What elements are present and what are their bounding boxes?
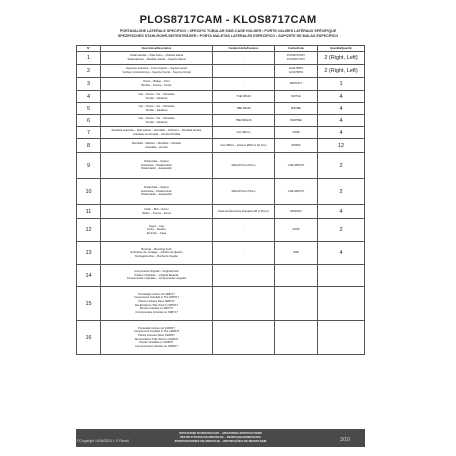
row-quantity — [318, 321, 365, 355]
row-quantity — [318, 265, 365, 287]
row-number: 5 — [77, 103, 101, 115]
row-number: 1 — [77, 52, 101, 65]
description-line: Tappo – Cap — [148, 224, 165, 228]
footer-banner — [76, 429, 365, 447]
description-line: Components Included In The SR8717 — [134, 296, 179, 300]
row-code — [275, 219, 318, 242]
table-row — [77, 219, 365, 242]
row-quantity: 2 — [318, 179, 365, 205]
page-number: 3/10 — [340, 437, 350, 443]
description-line: Vite – Screw – Vis – Schraube — [138, 116, 175, 120]
code-line: 8DADIFN — [290, 209, 302, 213]
copyright-text: ©Copyright 10/04/2024 L.P. Recoil — [77, 439, 129, 443]
code-line: 1303P — [292, 228, 300, 232]
description-line: Arandela seccionada – Arruela Dividida — [133, 132, 180, 136]
row-number: 13 — [77, 242, 101, 265]
description-line: Portavaligi incluso nel SR8717 — [138, 292, 175, 296]
row-quantity: 4 — [318, 205, 365, 219]
row-number: 15 — [77, 287, 101, 321]
row-code — [275, 139, 318, 153]
table-row — [77, 242, 365, 265]
page-subtitle-1: PORTAVALIGIE LATERALE SPECIFICO • SPECIFIC TUBULAR SIDE-CASE HOLDER • PORTE-VALISES LATÉRAUX SPÉCIFIQUE — [119, 29, 337, 33]
description-line: Telaio laterale – Side frame – Châssis latéral — [129, 54, 184, 58]
row-number: 14 — [77, 265, 101, 287]
code-line: 820820 — [291, 143, 301, 147]
row-number: 6 — [77, 115, 101, 127]
table-row — [77, 153, 365, 179]
row-description — [101, 153, 213, 179]
description-line: Piezas incluidas en SR8717 — [139, 307, 174, 311]
description-line: Tornillo – Parafuso — [145, 120, 168, 124]
row-features: TBEI M8x25 — [213, 103, 275, 115]
table-row — [77, 287, 365, 321]
description-line: Pièces Incluses Dans 1306KIT — [138, 333, 175, 337]
description-line: Distanziale – Spacer — [144, 186, 169, 190]
row-description — [101, 127, 213, 139]
row-quantity: 12 — [318, 139, 365, 153]
code-line: 820TCE — [291, 94, 301, 98]
row-number: 3 — [77, 78, 101, 91]
footer-line-2: INSTRUCTIONS DE MONTAGE – MONTAGEANWEISUNG — [180, 435, 261, 439]
description-line: Vite – Screw – Vis – Schraube — [138, 92, 175, 96]
description-line: Enchufe – Capa — [146, 231, 167, 235]
row-features: TCEI M8x20 — [213, 91, 275, 103]
code-line: PLOS8717SXV — [287, 58, 305, 61]
row-number: 7 — [77, 127, 101, 139]
description-line: Piezas incluidas en 1306KIT — [139, 341, 174, 345]
row-number: 4 — [77, 91, 101, 103]
row-code — [275, 179, 318, 205]
description-line: Tornillo – Parafuso — [145, 108, 168, 112]
row-code — [275, 242, 318, 265]
parts-table-body — [77, 52, 365, 355]
row-code — [275, 153, 318, 179]
description-line: Distanziale – Spacer — [144, 160, 169, 164]
row-features: TBEI M8x100 — [213, 115, 275, 127]
row-features: - — [213, 65, 275, 78]
code-line: 340P — [292, 251, 300, 255]
row-code — [275, 91, 318, 103]
row-features: - — [213, 242, 275, 265]
row-number: 2 — [77, 65, 101, 78]
description-line: Rondella spaccata – Split washer – Rondelle – Schnorre – Rondelle fendue — [111, 128, 202, 132]
description-line: Distanciador – Espaçador — [141, 167, 172, 171]
page-title: PLOS8717CAM - KLOS8717CAM — [139, 14, 317, 26]
description-line: Entretoise de montage – Cilindro de fijación — [130, 251, 183, 255]
description-line: Vite – Screw – Vis – Schraube — [138, 104, 175, 108]
row-quantity: 2 (Right, Left) — [318, 52, 365, 65]
table-row — [77, 139, 365, 153]
footer-line-1: ISTRUZIONI DI MONTAGGIO – MOUNTING INSTRUCTIONS — [178, 431, 263, 435]
row-description — [101, 321, 213, 355]
row-quantity: 4 — [318, 242, 365, 265]
row-code — [275, 127, 318, 139]
table-row — [77, 78, 365, 91]
code-line: C18LI18F8,5T — [287, 163, 305, 167]
row-description — [101, 287, 213, 321]
description-line: Componentes incluídos no 1306KIT — [135, 344, 178, 348]
code-line: SR8716TV — [289, 82, 303, 86]
description-line: Pièces Incluses Dans SR8717 — [138, 299, 175, 303]
row-number: 16 — [77, 321, 101, 355]
row-number: 11 — [77, 205, 101, 219]
code-line: 21668 — [292, 130, 300, 134]
header-description: Descrizione/Description — [101, 46, 213, 52]
row-number: 8 — [77, 139, 101, 153]
parts-table — [76, 45, 365, 355]
description-line: Componentes originales – Componentes originais — [126, 277, 187, 281]
row-description — [101, 242, 213, 265]
row-features — [213, 287, 275, 321]
table-row — [77, 91, 365, 103]
description-line: Ponte – Bridge – Pont — [143, 80, 170, 84]
description-line: Componentes incluídos no SR8717 — [135, 310, 178, 314]
table-row — [77, 205, 365, 219]
row-description — [101, 205, 213, 219]
code-line: C18LI18F8,5T — [287, 189, 305, 193]
description-line: Boccola – Mounting bush — [141, 247, 172, 251]
row-quantity: 4 — [318, 91, 365, 103]
description-line: Montagebuchse – Bucha de fixação — [135, 254, 178, 258]
row-quantity: 2 (Right, Left) — [318, 65, 365, 78]
table-row — [77, 65, 365, 78]
table-row — [77, 179, 365, 205]
description-line: Componenti Originali – Original Parts — [134, 270, 179, 274]
description-line: Components Included In The 1306KIT — [133, 330, 180, 334]
description-line: Supporto anteriore – Front support – Support avant — [126, 67, 187, 71]
code-line: GLS4758SV — [288, 71, 304, 74]
code-line: PLOS8717DXV — [286, 54, 306, 58]
table-row — [77, 52, 365, 65]
table-row — [77, 115, 365, 127]
row-features: Foro Ø8mm — [213, 127, 275, 139]
description-line: Entretoise – Distanzstück — [141, 189, 172, 193]
row-code — [275, 265, 318, 287]
header-features: Caratteristiche/Features — [213, 46, 275, 52]
row-description — [101, 65, 213, 78]
row-features: Ø16x18 Foro 8,5mm — [213, 153, 275, 179]
description-line: Brücke – Puente – Ponte — [141, 84, 172, 87]
code-line: GLS4758DV — [288, 67, 304, 71]
row-description — [101, 265, 213, 287]
description-line: Entretoise – Distanzstück — [141, 163, 172, 167]
row-code — [275, 78, 318, 91]
row-code — [275, 205, 318, 219]
row-quantity: 4 — [318, 115, 365, 127]
description-line: Tornillo – Parafuso — [145, 96, 168, 100]
row-code — [275, 287, 318, 321]
row-quantity — [318, 287, 365, 321]
table-row — [77, 321, 365, 355]
row-quantity: 2 — [318, 219, 365, 242]
row-code — [275, 321, 318, 355]
table-row — [77, 265, 365, 287]
header-quantity: Quantità/Quantity — [318, 46, 365, 52]
description-line: Dado – Bolt – Écrou — [144, 207, 169, 211]
row-description — [101, 91, 213, 103]
row-description — [101, 52, 213, 65]
description-line: Portavaligi incluso nel 1306KIT — [138, 326, 175, 330]
row-features: - — [213, 219, 275, 242]
row-code — [275, 115, 318, 127]
row-description — [101, 115, 213, 127]
row-quantity: 4 — [318, 103, 365, 115]
row-description — [101, 103, 213, 115]
row-features: Dado Autobloccante Flangiato M8 (1,25mm) — [213, 205, 275, 219]
table-row — [77, 103, 365, 115]
row-code — [275, 52, 318, 65]
header-code: Codice/Code — [275, 46, 318, 52]
row-quantity: 4 — [318, 127, 365, 139]
page-subtitle-2: SPEZIFISCHES STAHLROHR-SEITENTRÄGER • PORTA MALETAS LATERALES ESPECÍFICO • SUPORTE DE MALAS ESPECÍFICO — [117, 34, 339, 38]
row-features: Foro Ø8mm – Esterno Ø20mm Sp.2mm — [213, 139, 275, 153]
row-description — [101, 179, 213, 205]
row-description — [101, 139, 213, 153]
description-line: Mutter – Tuerca – Porca — [142, 211, 171, 215]
row-code — [275, 65, 318, 78]
row-number: 12 — [77, 219, 101, 242]
row-code — [275, 103, 318, 115]
row-description — [101, 78, 213, 91]
row-quantity: 2 — [318, 153, 365, 179]
row-quantity: 1 — [318, 78, 365, 91]
description-line: Fiche – Stecker — [147, 228, 166, 232]
description-line: Distanciador – Espaçador — [141, 193, 172, 197]
description-line: Parties Originales – Original Bauteile — [134, 273, 179, 277]
code-line: 825TBEI — [290, 106, 302, 110]
description-line: Vordere Unterstützung – Soporte frontal – Suporte frontal — [122, 71, 191, 74]
description-line: Die Einzelnen Teile Sind Im 1306KIT — [134, 337, 179, 341]
row-description — [101, 219, 213, 242]
footer-line-3: INSTRUCCIONES DE MONTAJE – INSTRUÇÕES DE MONTAGEM — [174, 439, 267, 443]
description-line: Rondella – Washer – Rondelle – Scheibe — [131, 141, 182, 145]
description-line: Arandela – Arruela — [145, 145, 168, 149]
row-features: - — [213, 78, 275, 91]
row-number: 9 — [77, 153, 101, 179]
code-line: 8100TBEI — [290, 118, 302, 122]
row-features — [213, 321, 275, 355]
row-number: 10 — [77, 179, 101, 205]
row-features: Ø16x18 Foro 8,5mm — [213, 179, 275, 205]
row-features: - — [213, 52, 275, 65]
header-number: N° — [77, 46, 101, 52]
description-line: Seitenrahmen – Bastidor lateral – Suporte lateral — [127, 58, 186, 61]
row-features — [213, 265, 275, 287]
description-line: Die Einzelnen Teile Sind Im SR8717 — [134, 303, 179, 307]
table-row — [77, 127, 365, 139]
